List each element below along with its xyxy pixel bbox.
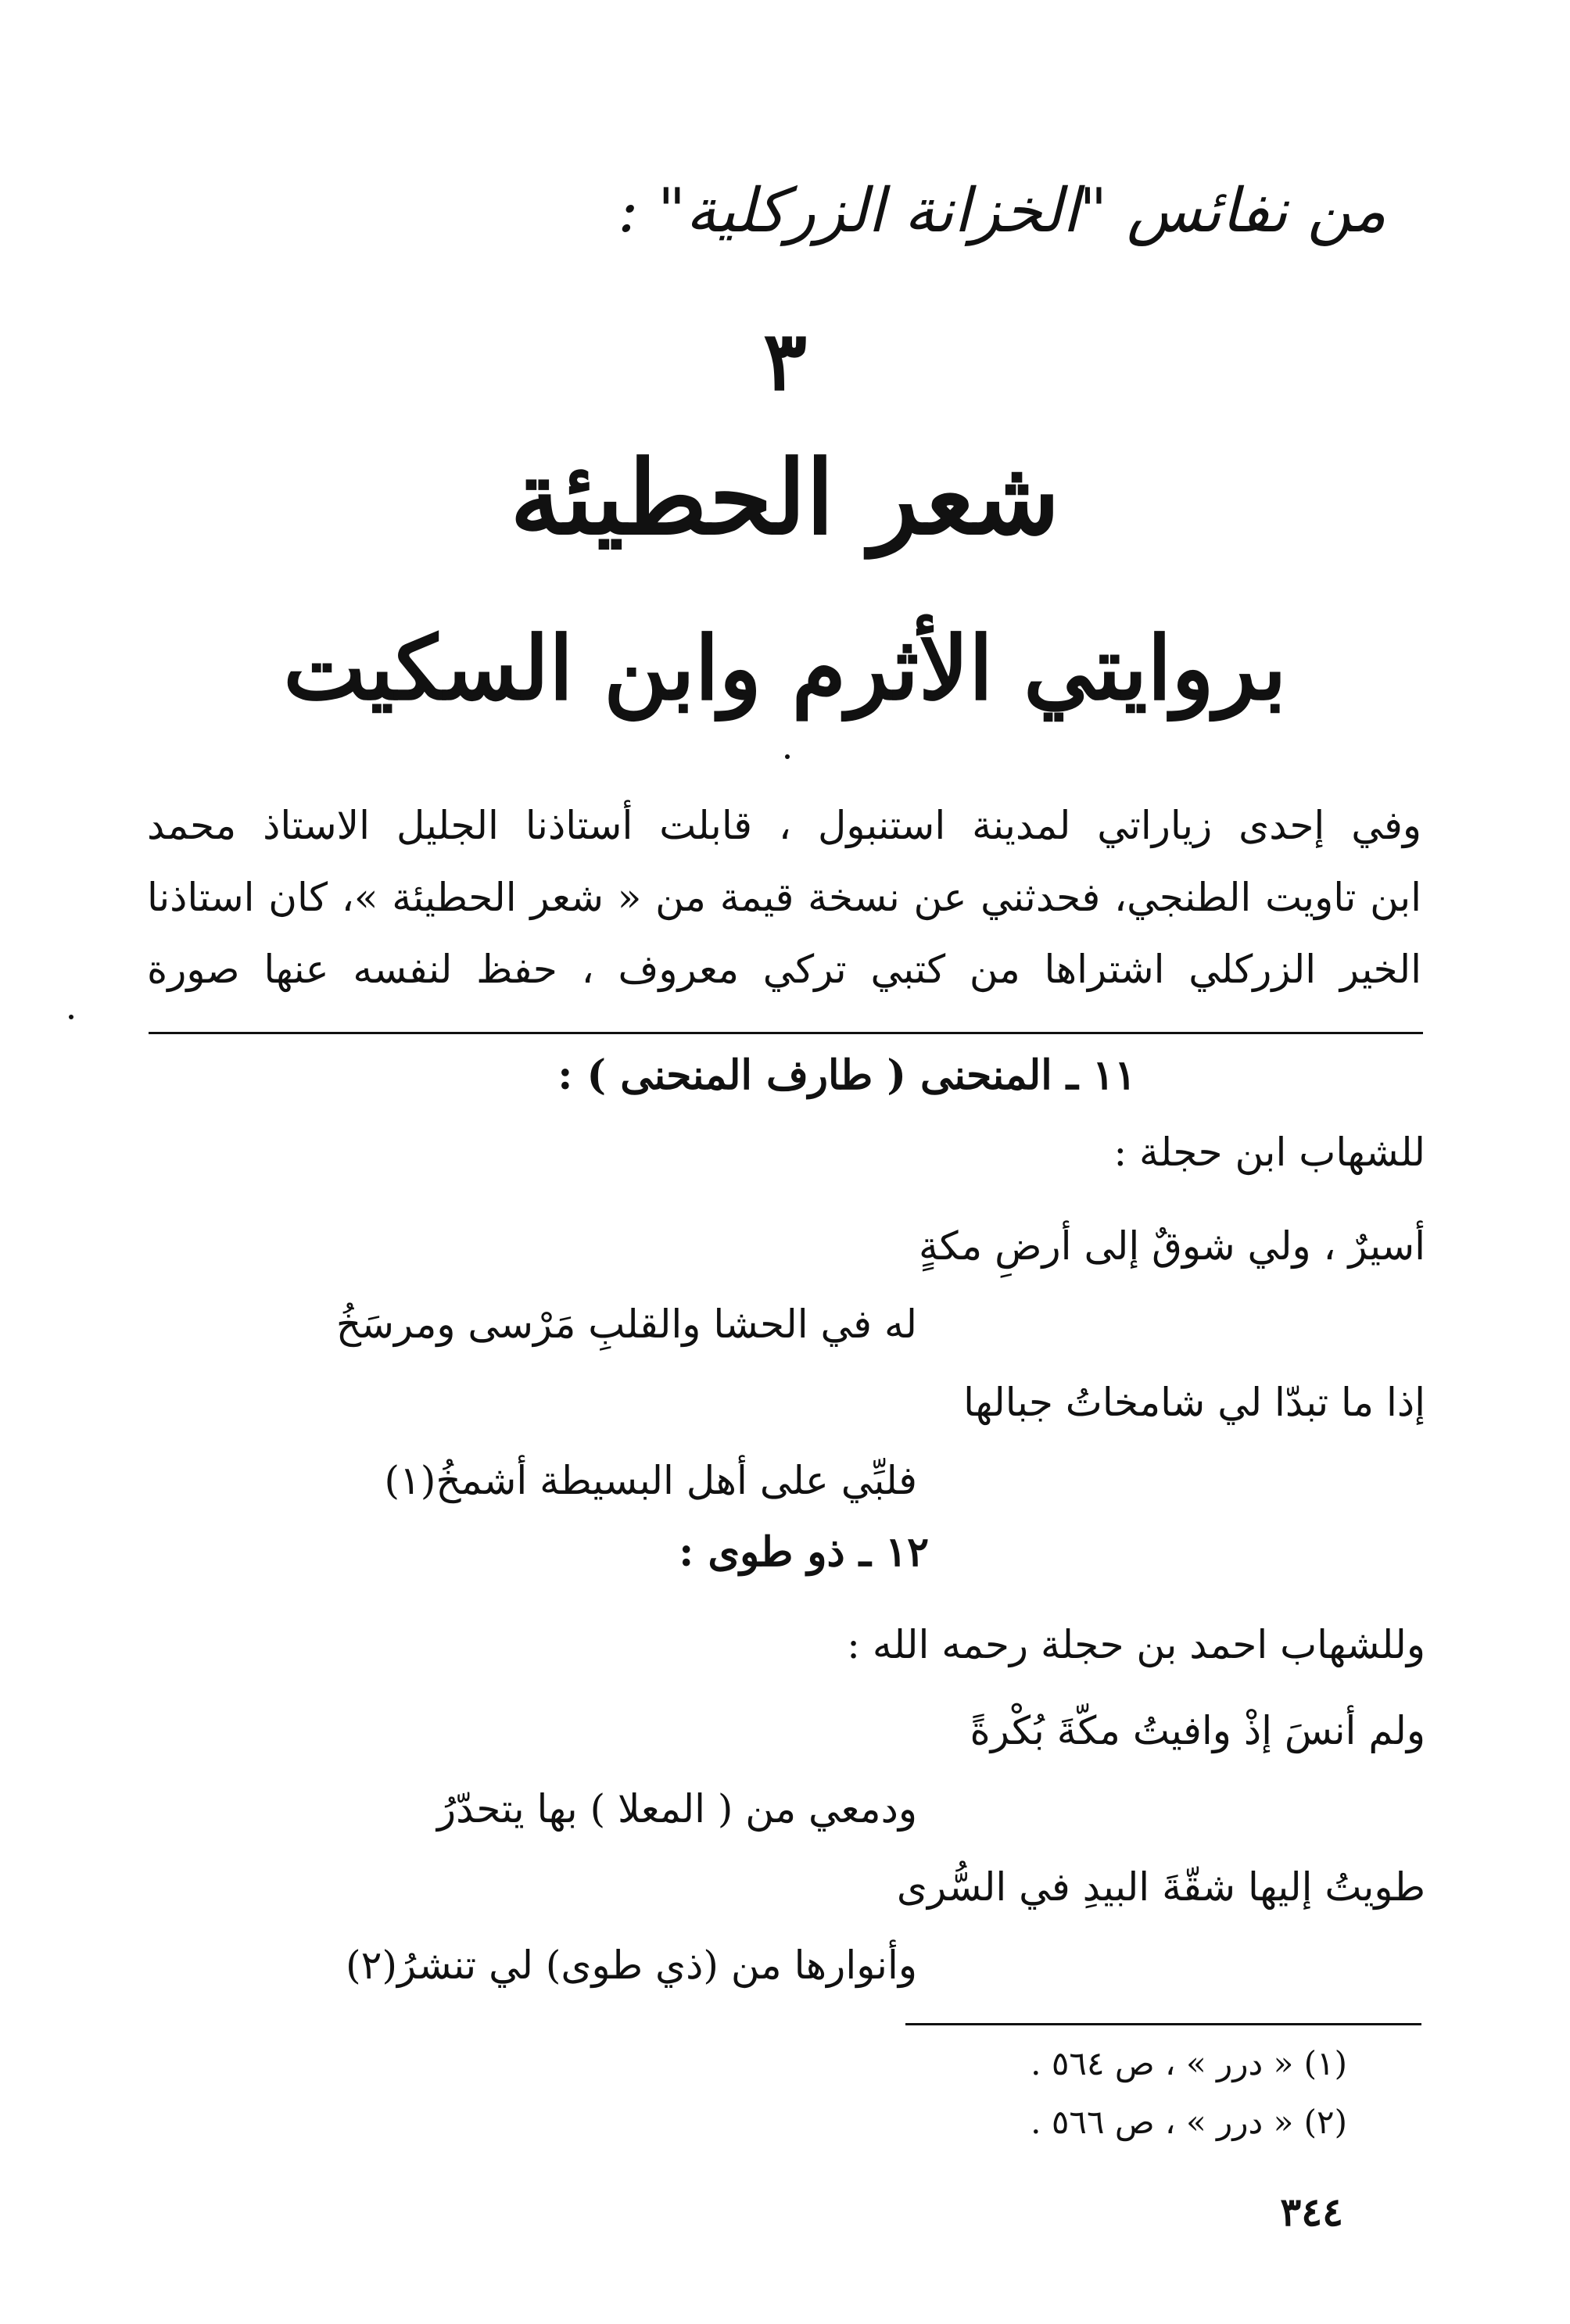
intro-paragraph <box>147 790 1421 1005</box>
verse-line: فلبِّي على أهل البسيطة أشمخُ(١) <box>384 1458 917 1503</box>
verse-line: إذا ما تبدّا لي شامخاتُ جبالها <box>963 1380 1425 1425</box>
page-number: ٣٤٤ <box>1280 2189 1343 2235</box>
series-heading: من نفائس "الخزانة الزركلية" : <box>618 176 1386 246</box>
scan-speck <box>69 1015 73 1019</box>
title-sub: بروايتي الأثرم وابن السكيت <box>283 618 1287 720</box>
footnote-divider <box>905 2023 1421 2025</box>
article-number: ٣ <box>763 313 807 409</box>
title-main: شعر الحطيئة <box>510 438 1060 557</box>
verse-line: وأنوارها من (ذي طوى) لي تنشرُ(٢) <box>346 1943 917 1988</box>
footnote: (١) « درر » ، ص ٥٦٤ . <box>1031 2044 1347 2082</box>
intro-line: ابن تاويت الطنجي، فحدثني عن نسخة قيمة من « شعر الحطيئة »، كان استاذنا <box>147 875 1421 920</box>
intro-line: وفي إحدى زياراتي لمدينة استنبول ، قابلت أستاذنا الجليل الاستاذ محمد <box>147 803 1421 848</box>
entry-heading: ١١ ـ المنحنى ( طارف المنحنى ) : <box>557 1051 1136 1099</box>
verse-attribution: وللشهاب احمد بن حجلة رحمه الله : <box>847 1622 1425 1667</box>
scan-speck <box>785 754 790 759</box>
entry-heading: ١٢ ـ ذو طوى : <box>679 1528 929 1576</box>
section-divider <box>149 1032 1423 1034</box>
verse-line: ودمعي من ( المعلا ) بها يتحدّرُ <box>436 1786 917 1832</box>
verse-attribution: للشهاب ابن حجلة : <box>1113 1130 1425 1175</box>
verse-line: طويتُ إليها شقّةَ البيدِ في السُّرى <box>896 1864 1425 1910</box>
verse-line: له في الحشا والقلبِ مَرْسى ومرسَخُ <box>335 1302 917 1347</box>
intro-line: الخير الزركلي اشتراها من كتبي تركي معروف ، حفظ لنفسه عنها صورة <box>147 947 1421 992</box>
verse-line: أسيرٌ ، ولي شوقٌ إلى أرضِ مكةٍ <box>918 1223 1425 1269</box>
footnote: (٢) « درر » ، ص ٥٦٦ . <box>1031 2103 1347 2141</box>
verse-line: ولم أنسَ إذْ وافيتُ مكّةَ بُكْرةً <box>970 1708 1425 1753</box>
